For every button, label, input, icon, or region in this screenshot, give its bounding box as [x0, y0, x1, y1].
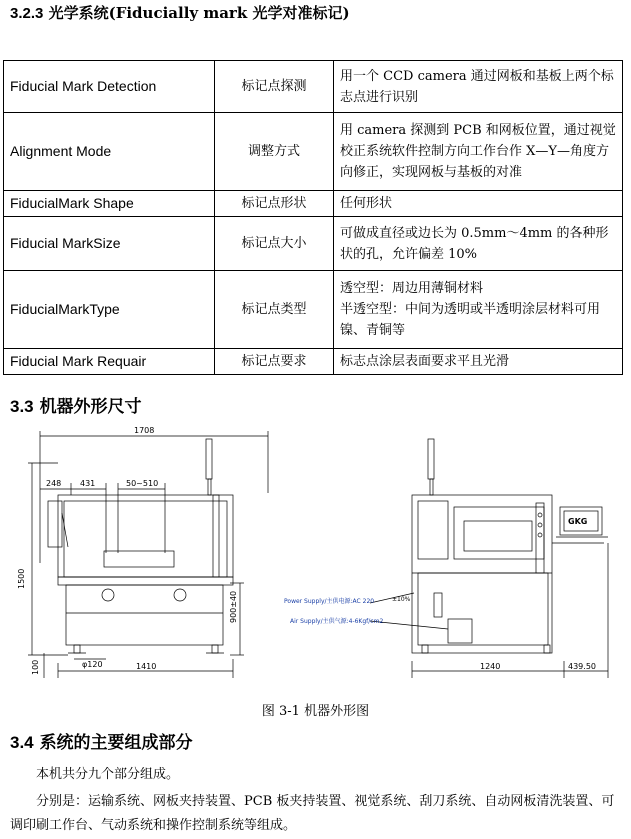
table-row: [4, 191, 623, 217]
dim-foot-height: 100: [31, 659, 40, 675]
row-cn-label: 标记点形状: [215, 191, 334, 217]
row-description: 透空型：周边用薄铜材料 半透空型：中间为透明或半透明涂层材料可用镍、青铜等: [334, 271, 623, 349]
paragraph-intro: 本机共分九个部分组成。: [36, 767, 180, 782]
dim-left-offset: 248: [46, 479, 62, 488]
row-en-label: FiducialMark Shape: [4, 191, 215, 217]
dim-height: 1500: [17, 568, 26, 589]
monitor-logo: GKG: [568, 517, 588, 526]
fiducial-spec-table: [3, 60, 623, 375]
power-supply-label: Power Supply/主供电源:AC 220: [284, 598, 375, 605]
dim-right-ext: 439.50: [568, 662, 596, 671]
front-view: [28, 431, 268, 678]
row-description: 可做成直径或边长为 0.5mm～4mm 的各种形状的孔，允许偏差 10%: [334, 217, 623, 271]
power-tolerance: ±10%: [392, 596, 411, 603]
figure-caption: 图 3-1 机器外形图: [261, 704, 370, 719]
row-cn-label: 标记点类型: [215, 271, 334, 349]
dim-table-height: 900±40: [229, 590, 238, 623]
section-heading-3-4: 3.4 系统的主要组成部分: [10, 733, 193, 753]
row-description: 任何形状: [334, 191, 623, 217]
paragraph-components: 分别是：运输系统、网板夹持装置、PCB 板夹持装置、视觉系统、刮刀系统、自动网板清洗装置、可调印刷工作台、气动系统和操作控制系统等组成。: [10, 794, 615, 833]
table-row: [4, 61, 623, 113]
row-cn-label: 标记点探测: [215, 61, 334, 113]
row-cn-label: 标记点大小: [215, 217, 334, 271]
row-en-label: Fiducial Mark Requair: [4, 349, 215, 375]
row-en-label: Alignment Mode: [4, 113, 215, 191]
row-en-label: FiducialMarkType: [4, 271, 215, 349]
table-row: [4, 217, 623, 271]
dim-foot-dia: φ120: [82, 660, 103, 669]
dim-foot-width: 1410: [136, 662, 157, 671]
row-en-label: Fiducial MarkSize: [4, 217, 215, 271]
row-description: 用 camera 探测到 PCB 和网板位置，通过视觉校正系统软件控制方向工作台作 X—Y—角度方向修正，实现网板与基板的对准: [334, 113, 623, 191]
table-row: [4, 349, 623, 375]
machine-dimension-drawing: [8, 423, 620, 698]
section-heading-3-2-3: 3.2.3 光学系统(Fiducially mark 光学对准标记): [10, 4, 350, 22]
row-description: 用一个 CCD camera 通过网板和基板上两个标志点进行识别: [334, 61, 623, 113]
row-en-label: Fiducial Mark Detection: [4, 61, 215, 113]
dim-right-width: 1240: [480, 662, 501, 671]
table-row: [4, 113, 623, 191]
dim-second-offset: 431: [80, 479, 96, 488]
dim-range: 50~510: [126, 479, 159, 488]
row-description: 标志点涂层表面要求平且光滑: [334, 349, 623, 375]
row-cn-label: 标记点要求: [215, 349, 334, 375]
table-row: [4, 271, 623, 349]
dim-overall-width: 1708: [134, 426, 155, 435]
side-view: [370, 439, 608, 678]
air-supply-label: Air Supply/主供气源:4-6Kgf/cm2: [290, 618, 384, 625]
section-heading-3-3: 3.3 机器外形尺寸: [10, 397, 142, 417]
row-cn-label: 调整方式: [215, 113, 334, 191]
